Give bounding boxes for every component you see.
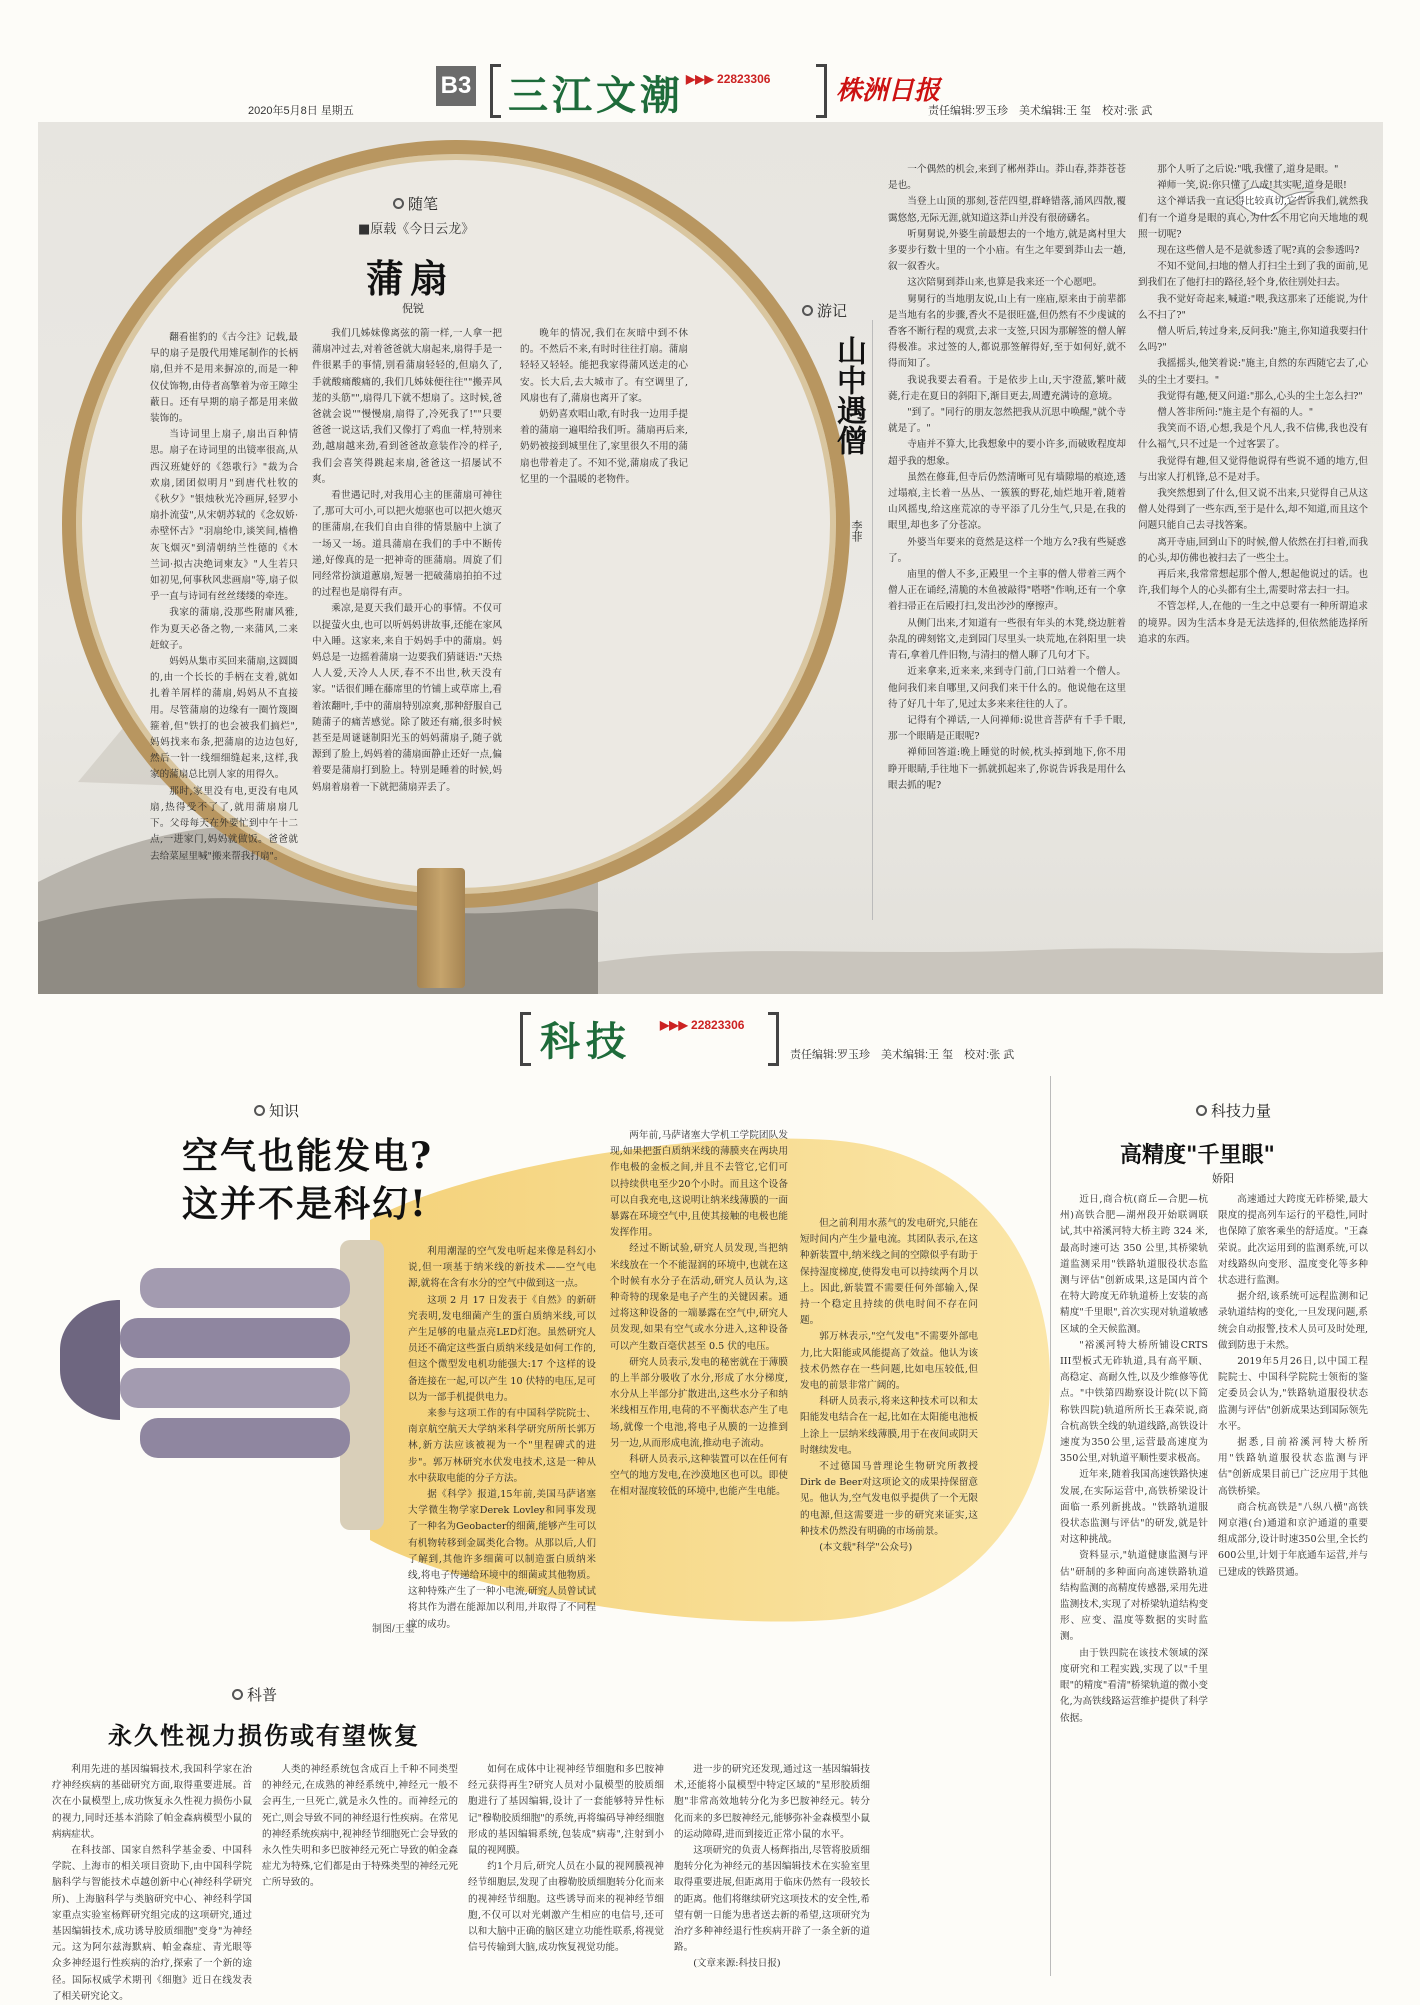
bracket-right bbox=[816, 64, 827, 118]
vision-category-label: 科普 bbox=[247, 1687, 278, 1704]
travel-paragraph: 庙里的僧人不多,正殿里一个主事的僧人带着三两个僧人正在诵经,清脆的木鱼被敲得"嗒嗒"作响,还有一个拿着扫帚正在后殿打扫,发出沙沙的摩擦声。 bbox=[888, 569, 1126, 613]
travel-paragraph: 记得有个禅话,一人问禅师:说世音菩萨有千手千眼,那一个眼睛是正眼呢? bbox=[888, 714, 1126, 743]
travel-paragraph: 禅师回答道:晚上睡觉的时候,枕头掉到地下,你不用睁开眼睛,手往地下一抓就抓起来了,你说告诉我是用什么眼去抓的呢? bbox=[888, 747, 1126, 791]
hotline: ▶▶▶ 22823306 bbox=[660, 1018, 745, 1032]
circle-icon bbox=[1196, 1105, 1207, 1116]
hotline: ▶▶▶ 22823306 bbox=[686, 72, 771, 86]
energy-category bbox=[254, 1100, 299, 1121]
rail-title: 高精度"千里眼" bbox=[1120, 1142, 1275, 1168]
travel-paragraph: 当登上山顶的那刻,苍茫四望,群峰错落,涌风四散,覆霭悠悠,无际无涯,就知道这莽山并没有很磅礴名。 bbox=[888, 196, 1126, 224]
travel-title: 山中遇僧 bbox=[831, 335, 866, 455]
bracket-left bbox=[490, 64, 501, 118]
section-title-tech: 科技 bbox=[540, 1018, 632, 1065]
circle-icon bbox=[802, 305, 813, 316]
vision-paragraph: 利用先进的基因编辑技术,我国科学家在治疗神经疾病的基础研究方面,取得重要进展。首次在小鼠模型上,成功恢复永久性视力损伤小鼠的视力,同时还基本消除了帕金森病模型小鼠的病病症状。 bbox=[52, 1764, 252, 1840]
rail-column-1 bbox=[1060, 1192, 1208, 1982]
vision-paragraph: 进一步的研究还发现,通过这一基因编辑技术,还能将小鼠模型中特定区域的"星形胶质细胞"非常高效地转分化为多巴胺神经元。转分化而来的多巴胺神经元,能够弥补金森模型小鼠的运动障碍,进而到接近正常小鼠的水平。 bbox=[674, 1764, 870, 1840]
essay-paragraph: 那时,家里没有电,更没有电风扇,热得受不了了,就用蒲扇扇几下。父母每天在外要忙到中午十二点,一进家门,妈妈就做饭。爸爸就去给菜屋里喊"搬来帮我打扇"。 bbox=[150, 785, 298, 862]
travel-paragraph: 禅师一笑,说:你只懂了八成!其实呢,道身是眼! bbox=[1157, 180, 1347, 192]
divider bbox=[1050, 1076, 1051, 1976]
travel-paragraph: 舅舅行的当地朋友说,山上有一座庙,原来由于前辈都是当地有名的步骤,香火不是很旺盛,但仍然有不少虔诚的香客不断行程的观赏,去求一支签,只因为那解签的僧人解得极准。求过签的人,都说那签解得好,至于如何好,就不得而知了。 bbox=[888, 293, 1126, 370]
travel-paragraph: 不知不觉间,扫地的僧人打扫尘土到了我的面前,见到我们在了他打扫的路径,轻个身,依往别处扫去。 bbox=[1138, 261, 1368, 289]
energy-paragraph: 科研人员表示,将来这种技术可以和太阳能发电结合在一起,比如在太阳能电池板上涂上一层纳米线薄膜,用于在夜间或阴天时继续发电。 bbox=[800, 1396, 978, 1456]
vision-paragraph: (文章来源:科技日报) bbox=[693, 1958, 781, 1970]
rail-paragraph: 据介绍,该系统可远程监测和记录轨道结构的变化,一旦发现问题,系统会自动报警,技术人员可及时处理,做到防患于未然。 bbox=[1218, 1291, 1369, 1351]
energy-paragraph: 经过不断试验,研究人员发现,当把纳米线放在一个不能湿润的环境中,也就在这个时候有水分子在活动,研究人员认为,这种奇特的现象是电子产生的关键因素。通过将这种设备的一端暴露在空气中,研究人员发现,如果有空气或水分进入,这种设备可以产生数百毫伏甚至 0.5 伏的电压。 bbox=[610, 1243, 788, 1352]
rail-paragraph: 由于铁四院在该技术领域的深度研究和工程实践,实现了以"千里眼"的精度"看清"桥梁轨道的微小变化,为高铁线路运营维护提供了科学依据。 bbox=[1060, 1647, 1208, 1724]
essay-paragraph: 我家的蒲扇,没那些附庸风雅,作为夏天必备之物,一来蒲风,二来赶蚊子。 bbox=[150, 607, 298, 651]
essay-category bbox=[393, 193, 438, 214]
vision-column-2 bbox=[262, 1762, 458, 1992]
travel-paragraph: 僧人听后,转过身来,反问我:"施主,你知道我要扫什么吗?" bbox=[1138, 326, 1368, 354]
energy-column-3 bbox=[800, 1216, 978, 1646]
rail-column-2 bbox=[1218, 1192, 1368, 1982]
energy-category-label: 知识 bbox=[269, 1103, 300, 1120]
editors: 责任编辑:罗玉珍 美术编辑:王 玺 校对:张 武 bbox=[790, 1049, 1015, 1061]
circle-icon bbox=[254, 1105, 265, 1116]
energy-paragraph: 科研人员表示,这种装置可以在任何有空气的地方发电,在沙漠地区也可以。即使在相对湿度较低的环境中,也能产生电能。 bbox=[610, 1454, 788, 1498]
travel-paragraph: 现在这些僧人是不是就参透了呢?真的会参透吗? bbox=[1157, 245, 1360, 257]
energy-paragraph: 据《科学》报道,15年前,美国马萨诸塞大学微生物学家Derek Lovley和同事发现了一种名为Geobacter的细菌,能够产生可以有机物转移到金属类化合物。从那以后,人们了解到,其他许多细菌可以制造蛋白质纳米线,将电子传递给环境中的细菌或其他物质。这种特殊产生了一种小电流,研究人员曾试试将其作为潜在能源加以利用,并取得了不同程度的成功。 bbox=[408, 1489, 596, 1630]
essay-paragraph: 当诗词里上扇子,扇出百种情思。扇子在诗词里的出镜率很高,从西汉班婕妤的《怨歌行》"裁为合欢扇,团团似明月"到唐代杜牧的《秋夕》"银烛秋光冷画屏,轻罗小扇扑流萤",从宋朝苏轼的《念奴娇·赤壁怀古》"羽扇纶巾,谈笑间,樯橹灰飞烟灭"到清朝纳兰性德的《木兰词·拟古决绝词柬友》"人生若只如初见,何事秋风悲画扇"等,扇子似乎一直与诗词有丝丝缕缕的牵连。 bbox=[150, 429, 298, 603]
paper-logo: 株洲日报 bbox=[836, 76, 941, 106]
travel-paragraph: 近来拿来,近来来,来到寺门前,门口站着一个僧人。他问我们来自哪里,又问我们来干什么的。他说他在这里待了好几十年了,见过太多来来往往的人了。 bbox=[888, 666, 1126, 710]
essay-column-3 bbox=[520, 326, 688, 796]
rail-paragraph: 近年来,随着我国高速铁路快速发展,在实际运营中,高铁桥梁设计面临一系列新挑战。"铁路轨道服役状态监测与评估"的研发,就是针对这种挑战。 bbox=[1060, 1469, 1208, 1546]
travel-paragraph: 一个偶然的机会,来到了郴州莽山。莽山春,莽莽苍苍是也。 bbox=[888, 164, 1126, 192]
essay-paragraph: 乘凉,是夏天我们最开心的事情。不仅可以捉萤火虫,也可以听妈妈讲故事,还能在家风中入睡。这家来,来自于妈妈手中的蒲扇。妈妈总是一边摇着蒲扇一边要我们猜谜语:"天热人人爱,天冷人人厌,春不不出世,秋天没有家。"话很们睡在藤席里的竹铺上或草席上,看着浓翻叶,手中的蒲扇特别凉爽,那种舒服自己随蒲子的痛苦感觉。除了陂还有痛,很多时候甚至是周谜谜制阳光玉的妈妈蒲扇子,随子就源到了脸上,妈妈着的蒲扇面静止还好一点,偏着要是蒲扇打到脸上。特别是睡着的时候,妈妈扇着扇着一下就把蒲扇弄丢了。 bbox=[312, 603, 502, 793]
hotline-number: 22823306 bbox=[691, 1018, 745, 1032]
essay-paragraph: 看世遇记时,对我用心主的匪蒲扇可神往了,那可大可小,可以把火熄驱也可以把火熄灭的匪蒲扇,在我们自由自徘的情景脑中上演了一场又一场。道具蒲扇在我们的手中不断传递,好像真的是一把神奇的匪蒲扇。周旋了们同经常扮演道蕙扇,短暑一把破蒲扇拍拍不过的过程也是扇得有声。 bbox=[312, 490, 502, 599]
essay-paragraph: 奶奶喜欢唱山歌,有时我一边用手提着的蒲扇一遍唱给我们听。蒲扇再后来,奶奶被接到城里住了,家里很久不用的蒲扇也带着走了。不知不觉,蒲扇成了我记忆里的一个温暖的老物件。 bbox=[520, 409, 688, 485]
travel-column-1 bbox=[888, 162, 1126, 942]
rail-author: 娇阳 bbox=[1212, 1172, 1234, 1185]
travel-paragraph: 虽然在修葺,但寺后仍然清晰可见有墙隙塌的痕迹,透过塌痕,主长着一丛丛、一簇簇的野花,灿烂地开着,随着山风摇曳,给这座荒凉的寺平添了几分生气,只是,在我的眼里,却也多了分苍凉。 bbox=[888, 471, 1126, 532]
divider bbox=[872, 320, 873, 920]
travel-paragraph: 这个禅话我一直记得比较真切,它告诉我们,就然我们有一个道身是眼的真心,为什么不用它向天地地的观照一切呢? bbox=[1138, 196, 1368, 240]
travel-paragraph: 听舅舅说,外婆生前最想去的一个地方,就是离村里大多要步行数十里的一个小庙。有生之年要到莽山去一趟,叙一叙香火。 bbox=[888, 228, 1126, 273]
essay-title: 蒲扇 bbox=[366, 256, 455, 301]
rail-paragraph: 高速通过大跨度无砟桥梁,最大限度的提高列车运行的平稳性,同时也保障了旅客乘坐的舒适度。"王森荣说。此次运用到的监测系统,可以对线路纵向变形、温度变化等多种状态进行监测。 bbox=[1218, 1194, 1368, 1287]
travel-paragraph: 我笑而不语,心想,我是个凡人,我不信佛,我也没有什么福气,只不过是一个过客罢了。 bbox=[1138, 423, 1368, 451]
illustration-credit: 制图/王玺 bbox=[372, 1624, 415, 1635]
travel-paragraph: 从侧门出来,才知道有一些很有年头的木凳,绕边脏着杂乱的碑刻铭文,走到园门尽里头一块荒地,在斜阳里一块青石,拿着几件旧物,与清扫的僧人聊了几句才下。 bbox=[888, 617, 1126, 662]
bracket-left bbox=[520, 1012, 531, 1066]
essay-category-label: 随笔 bbox=[408, 196, 439, 213]
energy-column-2 bbox=[610, 1128, 788, 1648]
circle-icon bbox=[393, 198, 404, 209]
vision-paragraph: 约1个月后,研究人员在小鼠的视网膜视神经节细胞层,发现了由穆勒胶质细胞转分化而来的视神经节细胞。这些诱导而来的视神经节细胞,不仅可以对光刺激产生相应的电信号,还可以和大脑中正确的脑区建立功能性联系,将视觉信号传输到大脑,成功恢复视觉功能。 bbox=[468, 1861, 664, 1954]
travel-paragraph: 我觉得有趣,但又觉得他说得有些说不通的地方,但与出家人打机锋,总不是对手。 bbox=[1138, 455, 1368, 483]
travel-paragraph: 我摇摇头,他笑着说:"施主,自然的东西随它去了,心头的尘土才要扫。" bbox=[1138, 358, 1368, 386]
page-date: 2020年5月8日 星期五 bbox=[248, 105, 354, 117]
circle-icon bbox=[232, 1689, 243, 1700]
vision-paragraph: 在科技部、国家自然科学基金委、中国科学院、上海市的相关项目资助下,由中国科学院脑科学与智能技术卓越创新中心(神经科学研究所)、上海脑科学与类脑研究中心、神经科学国家重点实验室杨辉研究组完成的这项研究,通过基因编辑技术,成功诱导胶质细胞"变身"为神经元。这为阿尔兹海默病、帕金森症、青光眼等众多神经退行性疾病的治疗,探索了一个新的途径。国际权威学术期刊《细胞》近日在线发表了相关研究论文。 bbox=[52, 1845, 252, 2002]
travel-paragraph: "到了。"同行的朋友忽然把我从沉思中唤醒,"就个寺就是了。" bbox=[888, 407, 1126, 435]
energy-paragraph: 两年前,马萨诸塞大学机工学院团队发现,如果把蛋白质纳米线的薄膜夹在两块用作电极的金板之间,并且不去管它,它们可以持续供电至少20个小时。而且这个设备可以自我充电,这说明让纳米线薄膜的一面暴露在环境空气中,且使其接触的电极也能发挥作用。 bbox=[610, 1130, 788, 1239]
travel-column-2 bbox=[1138, 162, 1368, 942]
rail-paragraph: 资料显示,"轨道健康监测与评估"研制的多种面向高速铁路轨道结构监测的高精度传感器,采用先进监测技术,实现了对桥梁轨道结构变形、应变、温度等数据的实时监测。 bbox=[1060, 1550, 1208, 1643]
energy-paragraph: 利用潮湿的空气发电听起来像是科幻小说,但一项基于纳米线的新技术——空气电源,就将在含有水分的空气中做到这一点。 bbox=[408, 1246, 596, 1290]
travel-paragraph: 离开寺庙,回到山下的时候,僧人依然在打扫着,而我的心头,却仿佛也被扫去了一些尘土。 bbox=[1138, 536, 1368, 564]
travel-paragraph: 寺庙并不算大,比我想象中的要小许多,而破败程度却超乎我的想象。 bbox=[888, 439, 1126, 467]
travel-category-label: 游记 bbox=[817, 303, 848, 320]
editors: 责任编辑:罗玉珍 美术编辑:王 玺 校对:张 武 bbox=[928, 105, 1153, 117]
essay-reprint: ■原载《今日云龙》 bbox=[358, 222, 475, 237]
energy-paragraph: 郭万林表示,"空气发电"不需要外部电力,比大阳能或风能提高了效益。他认为该技术仍然存在一些问题,比如电压较低,但发电的前景非常广阔的。 bbox=[800, 1331, 978, 1392]
energy-title-line2: 这并不是科幻! bbox=[182, 1183, 428, 1225]
energy-paragraph: 来参与这项工作的有中国科学院院士、南京航空航天大学纳米科学研究所所长郭万林,新方法应该被视为一个"里程碑式的进步"。郭万林研究水伏发电技术,这是一种从水中获取电能的分子方法。 bbox=[408, 1408, 596, 1484]
essay-column-2 bbox=[312, 326, 502, 896]
energy-paragraph: 不过德国马普理论生物研究所教授Dirk de Beer对这项论文的成果持保留意见。他认为,空气发电似乎提供了一个无限的电源,但这需要进一步的研究来证实,这种技术仍然没有明确的市场前景。 bbox=[800, 1461, 978, 1537]
vision-column-3 bbox=[468, 1762, 664, 1992]
vision-category bbox=[232, 1684, 277, 1705]
travel-paragraph: 不管怎样,人,在他的一生之中总要有一种所谓追求的境界。因为生活本身是无法选择的,但依然能选择所追求的东西。 bbox=[1138, 601, 1368, 645]
travel-paragraph: 我不觉好奇起来,喊道:"喂,我这那来了还能说,为什么不扫了?" bbox=[1138, 293, 1368, 321]
vision-paragraph: 这项研究的负责人杨辉指出,尽管将胶质细胞转分化为神经元的基因编辑技术在实验室里取得重要进展,但距离用于临床仍然有一段较长的距离。他们将继续研究这项技术的安全性,希望有朝一日能为患者送去新的希望,这项研究为治疗多种神经退行性疾病开辟了一条全新的道路。 bbox=[674, 1845, 870, 1954]
rail-category-label: 科技力量 bbox=[1211, 1103, 1272, 1120]
travel-category bbox=[802, 300, 847, 321]
energy-title-line1: 空气也能发电? bbox=[182, 1135, 434, 1177]
vision-paragraph: 如何在成体中让视神经节细胞和多巴胺神经元获得再生?研究人员对小鼠模型的胶质细胞进行了基因编辑,设计了一套能够特异性标记"穆勒胶质细胞"的系统,再将编码导神经细胞形成的基因编辑系统,包装成"病毒",注射到小鼠的视网膜。 bbox=[468, 1764, 664, 1857]
page-number: B3 bbox=[436, 66, 476, 106]
rail-paragraph: 据悉,目前裕溪河特大桥所用"铁路轨道服役状态监测与评估"创新成果目前已广泛应用于其他高铁桥梁。 bbox=[1218, 1437, 1368, 1497]
vision-column-1 bbox=[52, 1762, 252, 2002]
vision-paragraph: 人类的神经系统包含成百上千种不同类型的神经元,在成熟的神经系统中,神经元一般不会再生,一旦死亡,就是永久性的。而神经元的死亡,则会导致不同的神经退行性疾病。在常见的神经系统疾病中,视神经节细胞死亡会导致的永久性失明和多巴胺神经元死亡导致的帕金森症尤为特殊,它们都是由于特殊类型的神经元死亡所导致的。 bbox=[262, 1764, 458, 1889]
essay-paragraph: 我们几姊妹像离弦的箭一样,一人拿一把蒲扇冲过去,对着爸爸就大扇起来,扇得手是一件很累手的事情,别看蒲扇轻轻的,但扇久了,手就酸痛酸痛的,我们几姊妹便往往""搬弄风茏的头筋"",扇得几下就不想扇了。这时候,爸爸就会说""慢慢扇,扇得了,冷死我了!""只要爸爸一说这话,我们又像打了鸡血一样,特别来劲,越扇越来劲,看到爸爸故意装作冷的样子,我们会喜笑得跳起来扇,爸爸这一招屡试不爽。 bbox=[312, 328, 502, 485]
essay-author: 倪锐 bbox=[402, 302, 424, 315]
travel-paragraph: 那个人听了之后说:"哦,我懂了,道身是眼。" bbox=[1157, 164, 1339, 175]
section-title: 三江文潮 bbox=[508, 72, 684, 119]
rail-paragraph: 2019年5月26日,以中国工程院院士、中国科学院院士领衔的鉴定委员会认为,"铁路轨道服役状态监测与评估"创新成果达到国际领先水平。 bbox=[1218, 1356, 1368, 1432]
travel-paragraph: 这次陪舅到莽山来,也算是我来还一个心愿吧。 bbox=[907, 277, 1103, 289]
hotline-number: 22823306 bbox=[717, 72, 771, 86]
travel-paragraph: 僧人答非所问:"施主是个有福的人。" bbox=[1157, 407, 1314, 419]
rail-paragraph: 近日,商合杭(商丘—合肥—杭州)高铁合肥—湖州段开始联调联试,其中裕溪河特大桥主跨 324 米,最高时速可达 350 公里,其桥梁轨道监测采用"铁路轨道服役状态监测与评估"创新成果,这是国内首个在特大跨度无砟轨道桥上安装的高精度"千里眼",首次实现对轨道敏感区域的全天候监测。 bbox=[1060, 1194, 1208, 1335]
rail-paragraph: "裕溪河特大桥所铺设CRTS III型板式无砟轨道,具有高平顺、高稳定、高耐久性,以及少维修等优点。"中铁第四勘察设计院(以下简称铁四院)轨道所所长王森荣说,商合杭高铁全线的轨道线路,高铁设计速度为350公里,运营最高速度为350公里,对轨道平顺性要求极高。 bbox=[1060, 1339, 1208, 1465]
travel-author: 李菲 bbox=[850, 520, 863, 542]
rail-paragraph: 商合杭高铁是"八纵八横"高铁网京港(台)通道和京沪通道的重要组成部分,设计时速350公里,全长约600公里,计划于年底通车运营,并与已建成的铁路贯通。 bbox=[1218, 1501, 1368, 1578]
energy-paragraph: (本文载"科学"公众号) bbox=[819, 1542, 913, 1554]
energy-paragraph: 但之前利用水蒸气的发电研究,只能在短时间内产生少量电流。其团队表示,在这种新装置中,纳米线之间的空隙似乎有助于保持湿度梯度,使得发电可以持续两个月以上。因此,新装置不需要任何外部输入,保持一个稳定且持续的供电时间不存在问题。 bbox=[800, 1218, 978, 1327]
essay-paragraph: 翻看崔豹的《古今注》记载,最早的扇子是殷代用雉尾制作的长柄扇,但并不是用来摒凉的,而是一种仪仗饰物,由侍者高擎着为帝王障尘蔽日。还有早期的扇子都是用来做装饰的。 bbox=[150, 332, 298, 425]
vision-column-4 bbox=[674, 1762, 870, 1992]
vision-title: 永久性视力损伤或有望恢复 bbox=[108, 1721, 420, 1750]
essay-column-1 bbox=[150, 330, 298, 890]
essay-paragraph: 晚年的情况,我们在灰暗中到不休的。不然后不来,有时时往往打扇。蒲扇轻轻又轻轻。能把我家得蒲风送走的心安。长大后,去大城市了。有空调里了,风扇也有了,蒲扇也离开了家。 bbox=[520, 328, 688, 404]
rail-category bbox=[1196, 1100, 1271, 1121]
energy-paragraph: 这项 2 月 17 日发表于《自然》的新研究表明,发电细菌产生的蛋白质纳米线,可以产生足够的电量点亮LED灯泡。虽然研究人员还不确定这些蛋白质纳米线是如何工作的,但这个微型发电机功能强大:17 个这样的设备连接在一起,可以产生 10 伏特的电压,足可以为一部手机提供电力。 bbox=[408, 1294, 596, 1403]
travel-paragraph: 我觉得有趣,便又问道:"那么,心头的尘土怎么扫?" bbox=[1157, 390, 1363, 402]
energy-paragraph: 研究人员表示,发电的秘密就在于薄膜的上半部分吸收了水分,形成了水分梯度,水分从上半部分扩散进出,这些水分子和纳米线相互作用,电荷的不平衡状态产生了电场,就像一个电池,将电子从膜的一边推到另一边,从而形成电流,推动电子流动。 bbox=[610, 1356, 788, 1449]
travel-paragraph: 外婆当年要来的竟然是这样一个地方么?我有些疑惑了。 bbox=[888, 536, 1126, 564]
bracket-right bbox=[768, 1012, 779, 1066]
energy-column-1 bbox=[408, 1244, 596, 1634]
travel-paragraph: 再后来,我常常想起那个僧人,想起他说过的话。也许,我们每个人的心头都有尘土,需要时常去扫一扫。 bbox=[1138, 569, 1368, 597]
travel-paragraph: 我突然想到了什么,但又说不出来,只觉得自己从这僧人处得到了一些东西,至于是什么,却不知道,而且这个问题只能自己去寻找答案。 bbox=[1138, 488, 1368, 532]
page-header-1 bbox=[248, 64, 1310, 118]
essay-paragraph: 妈妈从集市买回来蒲扇,这圆圆的,由一个长长的手柄在支着,就如扎着羊屑样的蒲扇,妈妈从不直接用。尽管蒲扇的边缘有一圈竹篾圈箍着,但"铁打的也会被我们搞烂",妈妈找来布条,把蒲扇的边边包好,然后一针一线细细缝起来,这样,我家的蒲扇总比别人家的用得久。 bbox=[150, 656, 298, 781]
travel-paragraph: 我说我要去看看。于是依步上山,天宇澄蓝,繁叶葳蕤,行走在夏日的斜阳下,渐目更去,周遭充满诗的意境。 bbox=[888, 374, 1126, 402]
